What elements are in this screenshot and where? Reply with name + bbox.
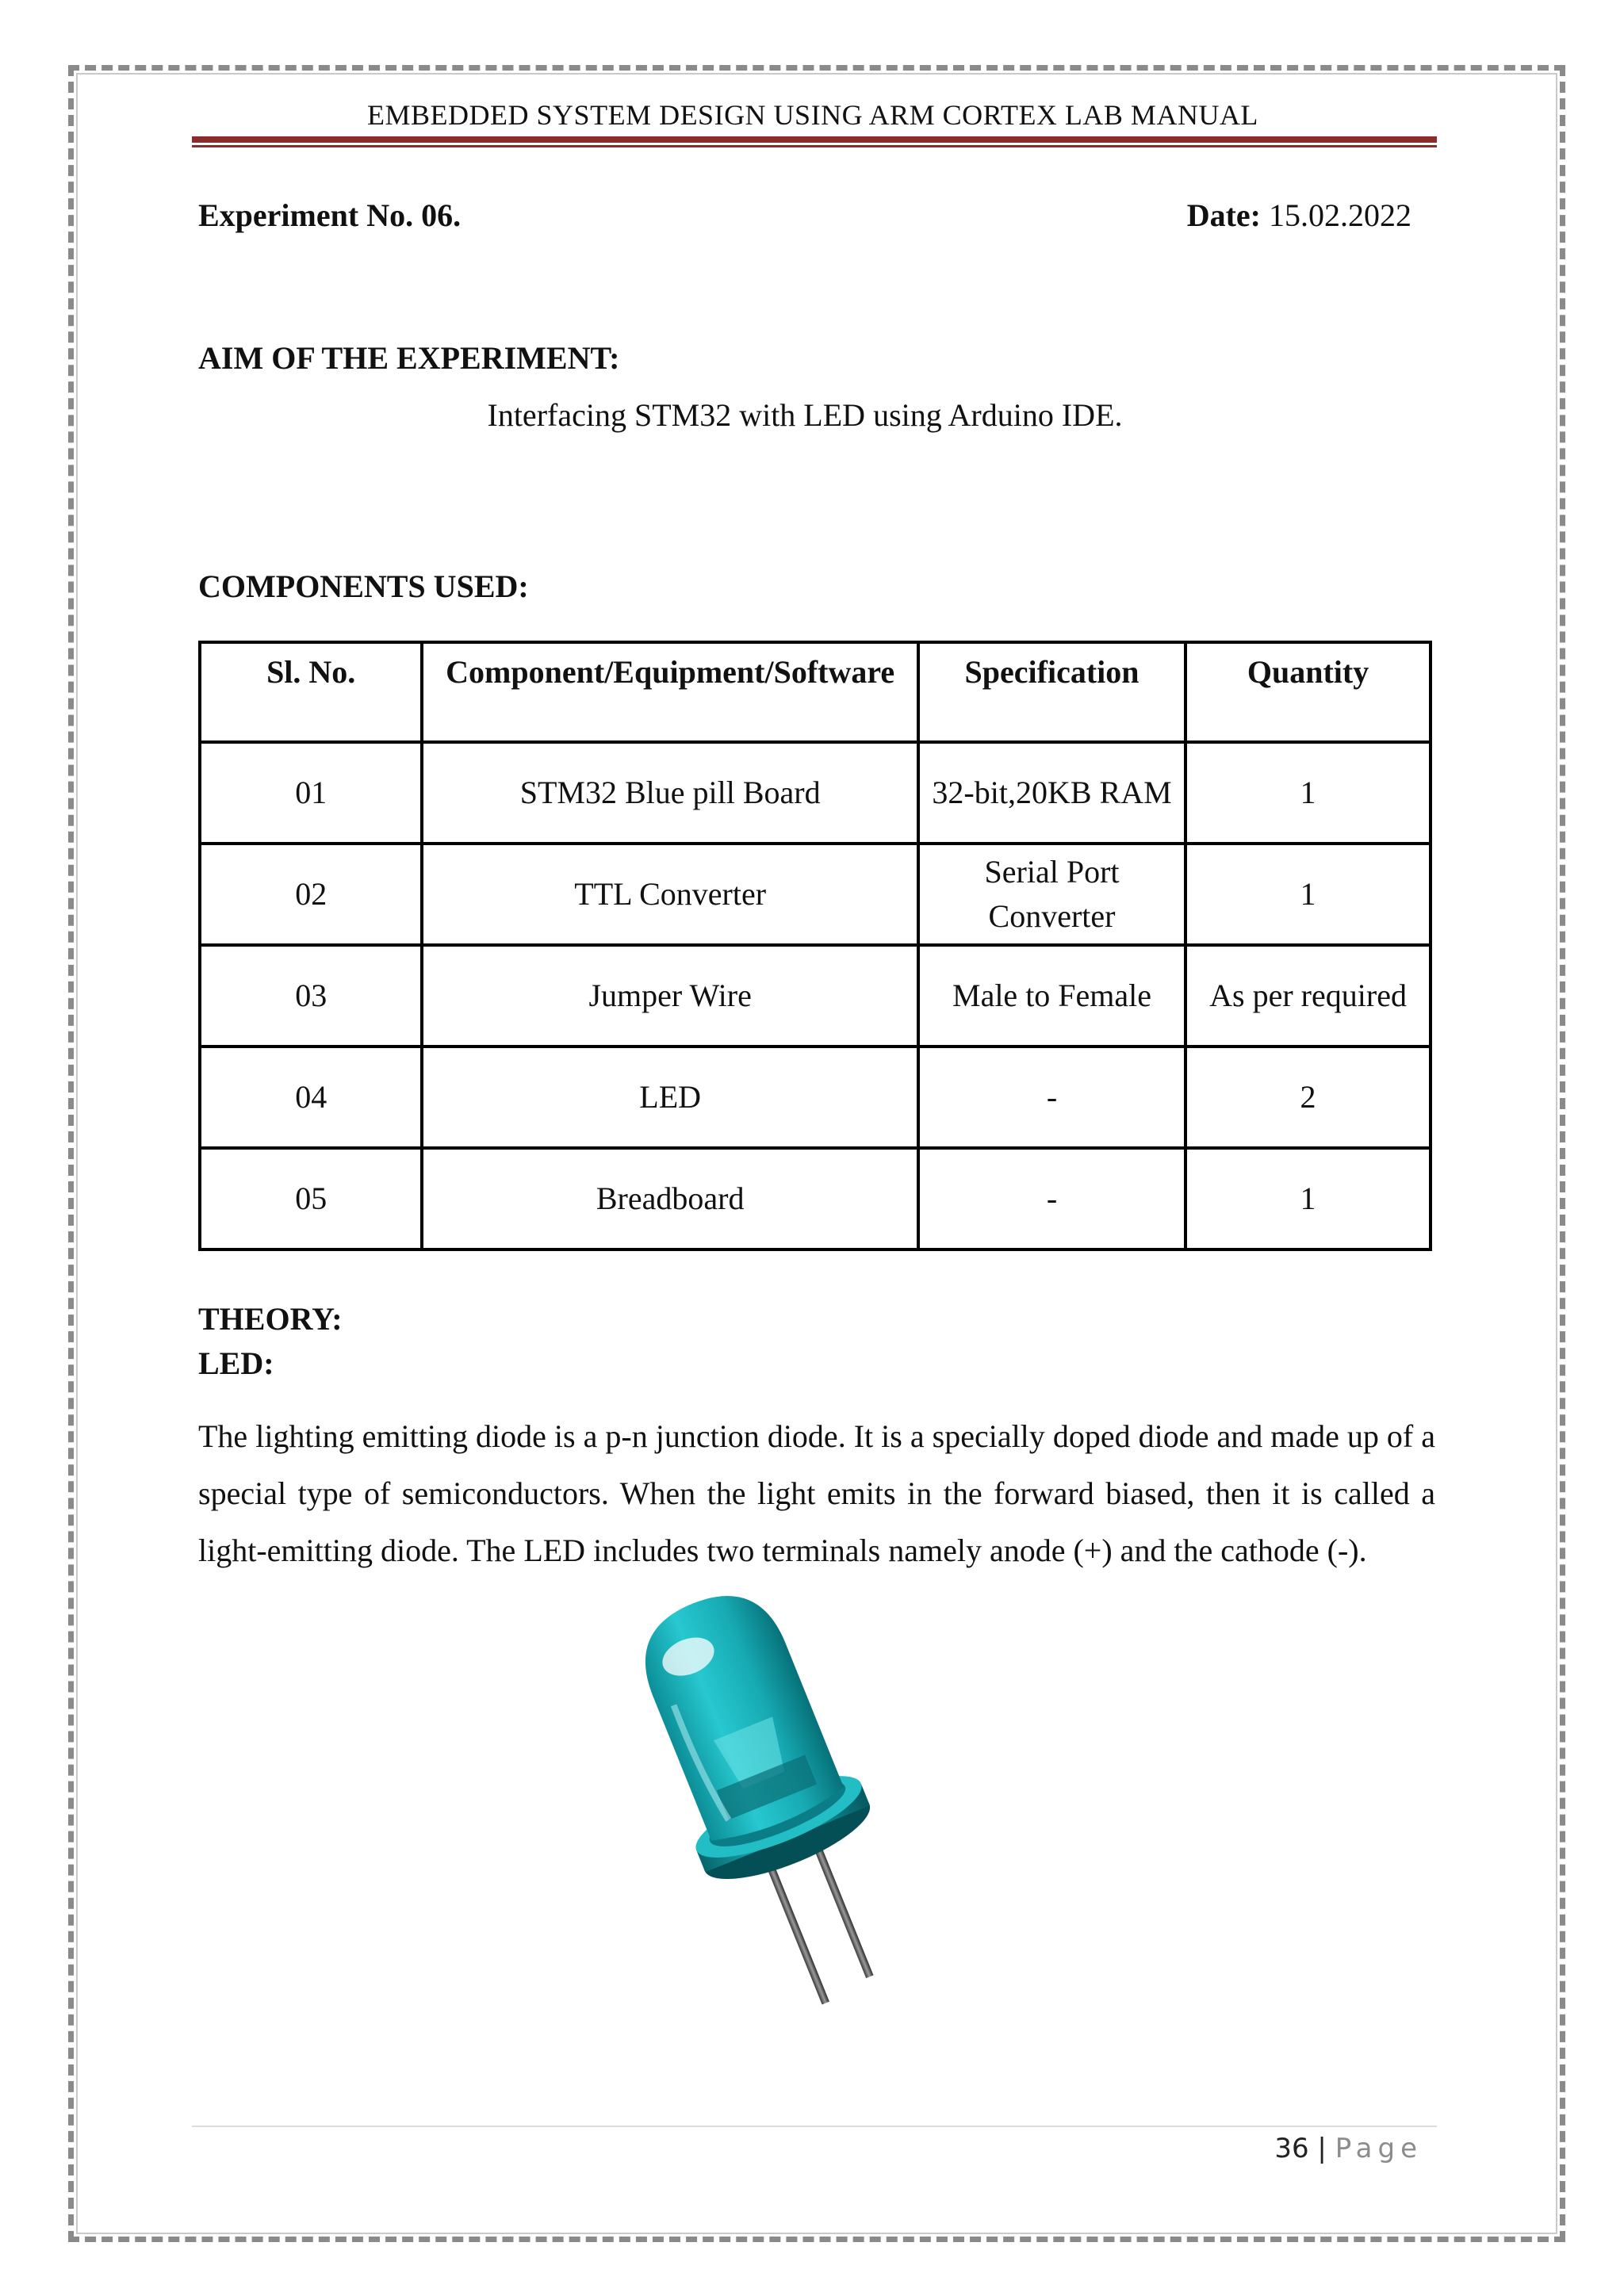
cell-sl: 05 — [200, 1148, 422, 1249]
page-number: 36 — [1274, 2133, 1309, 2164]
cell-specification: - — [918, 1047, 1185, 1148]
page-footer — [1274, 2133, 1423, 2164]
header-title: EMBEDDED SYSTEM DESIGN USING ARM CORTEX LAB MANUAL — [367, 99, 1258, 131]
table-row — [200, 1148, 1431, 1249]
components-heading: COMPONENTS USED: — [198, 568, 529, 604]
date-label: Date: — [1186, 197, 1261, 233]
column-header-quantity: Quantity — [1185, 642, 1431, 742]
table-row — [200, 945, 1431, 1047]
cell-component: TTL Converter — [422, 844, 918, 945]
page-word: Page — [1335, 2133, 1423, 2164]
column-header-specification: Specification — [918, 642, 1185, 742]
experiment-number: Experiment No. 06. — [198, 197, 462, 233]
cell-specification: Serial Port Converter — [918, 844, 1185, 945]
theory-paragraph: The lighting emitting diode is a p-n junction diode. It is a specially doped diode and made up of a special type of semiconductors. When the light emits in the forward biased, then it is called a light-emitting diode. The LED includes two terminals namely anode (+) and the cathode (-). — [198, 1418, 1435, 1568]
cell-component: Breadboard — [422, 1148, 918, 1249]
components-table — [198, 641, 1432, 1251]
cell-quantity: 1 — [1185, 1148, 1431, 1249]
theory-heading: THEORY: — [198, 1301, 343, 1337]
cell-component: STM32 Blue pill Board — [422, 742, 918, 844]
column-header-sl: Sl. No. — [200, 642, 422, 742]
cell-quantity: As per required — [1185, 945, 1431, 1047]
cell-sl: 01 — [200, 742, 422, 844]
theory-headings — [198, 1297, 343, 1386]
column-header-component: Component/Equipment/Software — [422, 642, 918, 742]
footer-separator: | — [1317, 2133, 1327, 2164]
table-row — [200, 844, 1431, 945]
aim-text: Interfacing STM32 with LED using Arduino IDE. — [487, 397, 1123, 433]
header-rule-thin — [192, 145, 1437, 147]
footer-rule — [192, 2126, 1437, 2127]
cell-specification: - — [918, 1148, 1185, 1249]
cell-quantity: 2 — [1185, 1047, 1431, 1148]
cell-quantity: 1 — [1185, 844, 1431, 945]
cell-component: Jumper Wire — [422, 945, 918, 1047]
experiment-date — [1187, 197, 1411, 234]
date-value: 15.02.2022 — [1269, 197, 1411, 233]
cell-sl: 03 — [200, 945, 422, 1047]
header-rule — [192, 136, 1437, 143]
table-row — [200, 1047, 1431, 1148]
led-illustration-icon — [587, 1586, 967, 2014]
table-header-row — [200, 642, 1431, 742]
led-subheading: LED: — [198, 1345, 274, 1381]
aim-heading: AIM OF THE EXPERIMENT: — [198, 340, 620, 376]
cell-quantity: 1 — [1185, 742, 1431, 844]
cell-sl: 04 — [200, 1047, 422, 1148]
table-row — [200, 742, 1431, 844]
experiment-row — [198, 197, 1411, 234]
cell-specification: Male to Female — [918, 945, 1185, 1047]
cell-component: LED — [422, 1047, 918, 1148]
cell-specification: 32-bit,20KB RAM — [918, 742, 1185, 844]
cell-sl: 02 — [200, 844, 422, 945]
